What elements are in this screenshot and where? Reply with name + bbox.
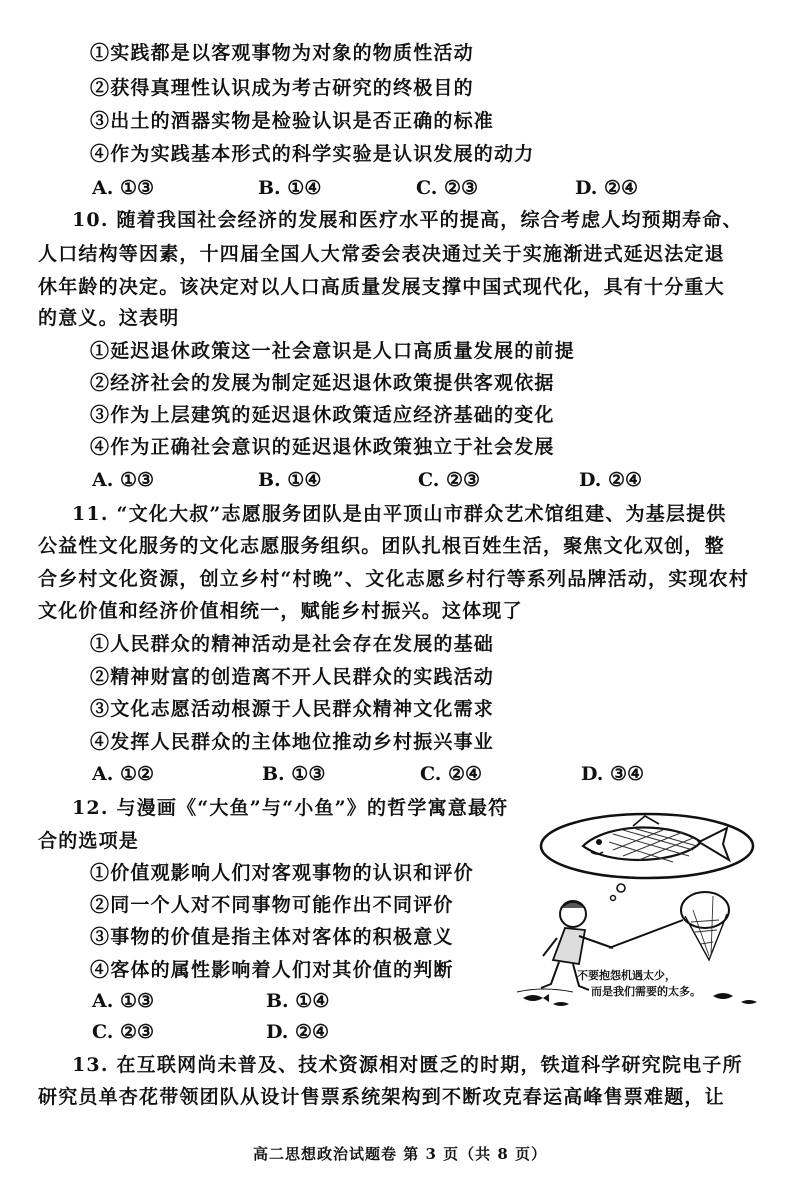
q9-item-2: ②获得真理性认识成为考古研究的终极目的 bbox=[90, 77, 474, 99]
big-fish-icon bbox=[583, 816, 729, 862]
q12-item-1: ①价值观影响人们对客观事物的认识和评价 bbox=[90, 862, 474, 884]
cartoon-caption-line-1: 不要抱怨机遇太少， bbox=[577, 969, 676, 982]
q11-item-3: ③文化志愿活动根源于人民群众精神文化需求 bbox=[90, 698, 495, 720]
q10-item-1: ①延迟退休政策这一社会意识是人口高质量发展的前提 bbox=[90, 340, 575, 362]
q9-option-a: A. ①③ bbox=[92, 177, 155, 199]
q12-option-b: B. ①④ bbox=[266, 990, 330, 1012]
q9-option-d: D. ②④ bbox=[575, 177, 639, 199]
q12-item-4: ④客体的属性影响着人们对其价值的判断 bbox=[90, 959, 454, 981]
cartoon-caption-line-2: 而是我们需要的太多。 bbox=[591, 985, 701, 998]
q10-stem-line-2: 人口结构等因素，十四届全国人大常委会表决通过关于实施渐进式延迟法定退 bbox=[38, 243, 725, 265]
q11-item-2: ②精神财富的创造离不开人民群众的实践活动 bbox=[90, 666, 495, 688]
page-footer: 高二思想政治试题卷 第 3 页（共 8 页） bbox=[253, 1145, 547, 1163]
q12-item-3: ③事物的价值是指主体对客体的积极意义 bbox=[90, 926, 454, 948]
q11-item-4: ④发挥人民群众的主体地位推动乡村振兴事业 bbox=[90, 731, 495, 753]
q9-option-c: C. ②③ bbox=[416, 177, 479, 199]
water-line bbox=[517, 989, 573, 992]
q10-item-2: ②经济社会的发展为制定延迟退休政策提供客观依据 bbox=[90, 372, 555, 394]
q12-item-2: ②同一个人对不同事物可能作出不同评价 bbox=[90, 894, 454, 916]
q10-item-3: ③作为上层建筑的延迟退休政策适应经济基础的变化 bbox=[90, 404, 555, 426]
q9-option-b: B. ①④ bbox=[258, 177, 322, 199]
q9-item-1: ①实践都是以客观事物为对象的物质性活动 bbox=[90, 42, 474, 64]
q13-stem-line-2: 研究员单杏花带领团队从设计售票系统架构到不断攻克春运高峰售票难题，让 bbox=[38, 1086, 725, 1108]
big-fish-small-fish-cartoon bbox=[513, 810, 773, 1010]
q9-item-4: ④作为实践基本形式的科学实验是认识发展的动力 bbox=[90, 143, 535, 165]
q11-stem-line-1: 11. “文化大叔”志愿服务团队是由平顶山市群众艺术馆组建、为基层提供 bbox=[72, 503, 727, 525]
q11-option-d: D. ③④ bbox=[581, 763, 645, 785]
q11-stem-line-4: 文化价值和经济价值相统一，赋能乡村振兴。这体现了 bbox=[38, 600, 523, 622]
q12-option-c: C. ②③ bbox=[92, 1021, 155, 1043]
q10-stem-line-4: 的意义。这表明 bbox=[38, 307, 180, 329]
q12-option-d: D. ②④ bbox=[266, 1021, 330, 1043]
q10-stem-line-1: 10. 随着我国社会经济的发展和医疗水平的提高，综合考虑人均预期寿命、 bbox=[72, 209, 743, 231]
q11-stem-line-3: 合乡村文化资源，创立乡村“村晚”、文化志愿乡村行等系列品牌活动，实现农村 bbox=[38, 568, 750, 590]
q10-option-c: C. ②③ bbox=[418, 469, 481, 491]
q11-option-c: C. ②④ bbox=[420, 763, 483, 785]
q12-stem-line-1: 12. 与漫画《“大鱼”与“小鱼”》的哲学寓意最符 bbox=[72, 797, 509, 819]
q12-option-a: A. ①③ bbox=[92, 990, 155, 1012]
q9-item-3: ③出土的酒器实物是检验认识是否正确的标准 bbox=[90, 110, 495, 132]
q12-stem-line-2: 合的选项是 bbox=[38, 830, 140, 852]
q13-stem-line-1: 13. 在互联网尚未普及、技术资源相对匮乏的时期，铁道科学研究院电子所 bbox=[72, 1054, 743, 1076]
q10-item-4: ④作为正确社会意识的延迟退休政策独立于社会发展 bbox=[90, 436, 555, 458]
q10-option-a: A. ①③ bbox=[92, 469, 155, 491]
q11-stem-line-2: 公益性文化服务的文化志愿服务组织。团队扎根百姓生活，聚焦文化双创，整 bbox=[38, 535, 725, 557]
fishing-net-icon bbox=[609, 892, 729, 960]
q11-option-b: B. ①③ bbox=[262, 763, 326, 785]
q10-option-d: D. ②④ bbox=[579, 469, 643, 491]
q11-option-a: A. ①② bbox=[92, 763, 155, 785]
q11-item-1: ①人民群众的精神活动是社会存在发展的基础 bbox=[90, 633, 495, 655]
q10-stem-line-3: 休年龄的决定。该决定对以人口高质量发展支撑中国式现代化，具有十分重大 bbox=[38, 276, 725, 298]
q10-option-b: B. ①④ bbox=[258, 469, 322, 491]
